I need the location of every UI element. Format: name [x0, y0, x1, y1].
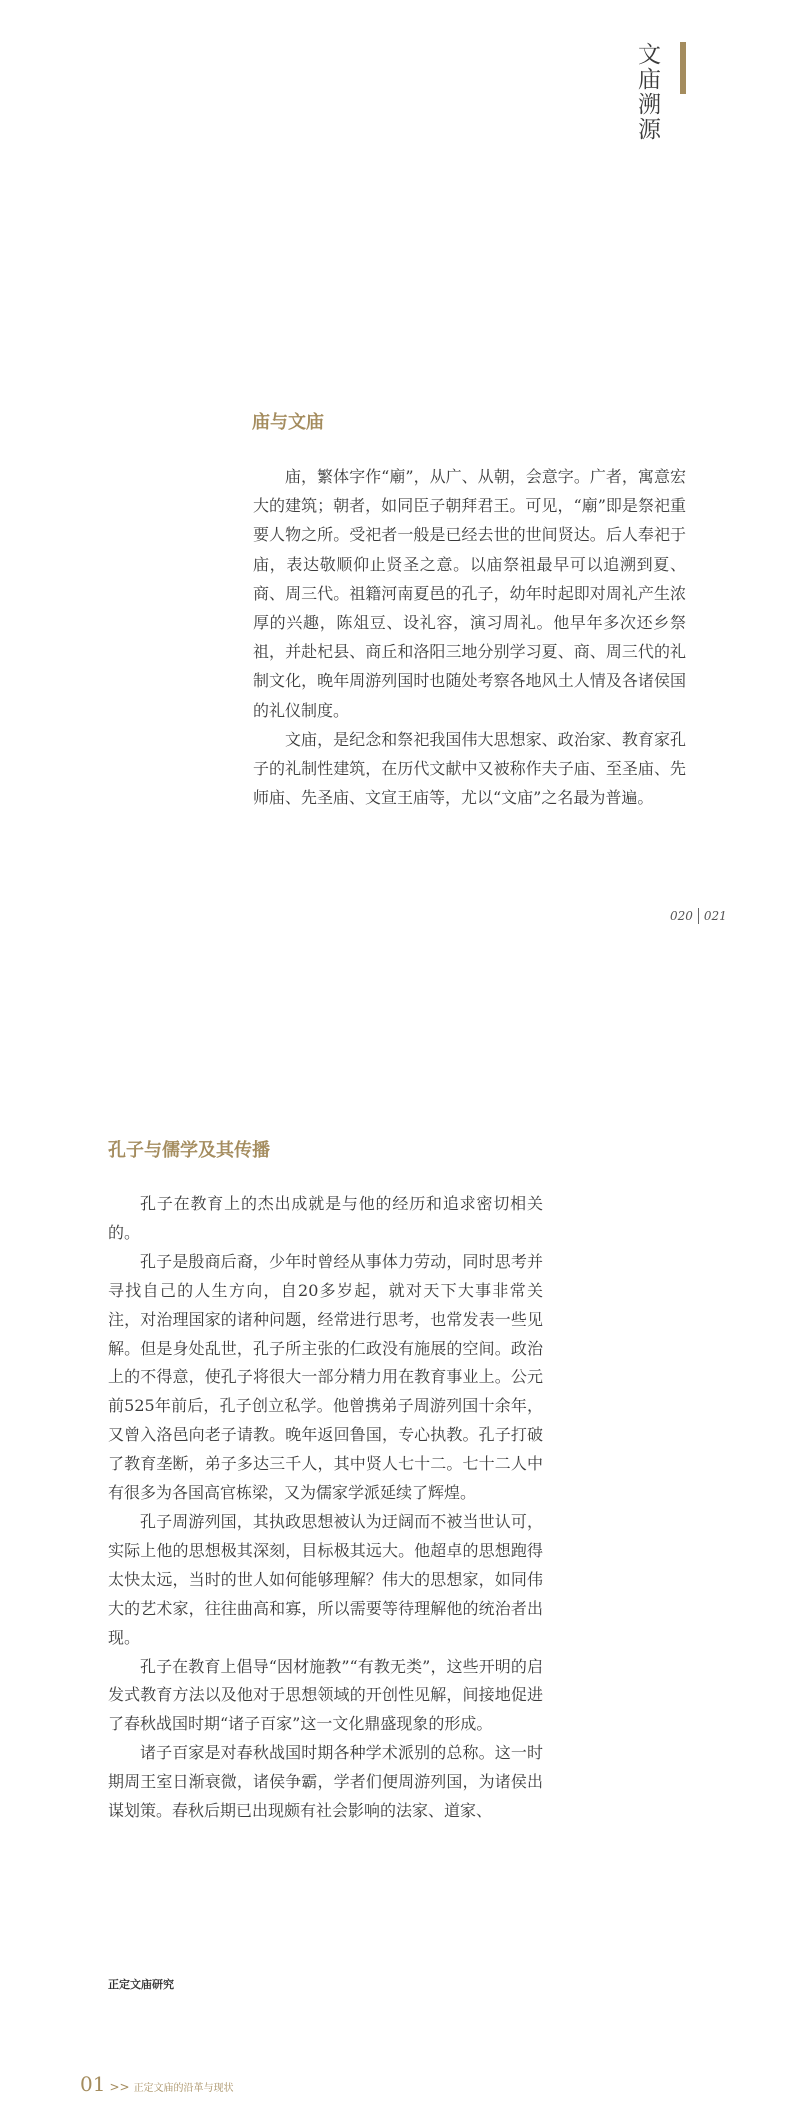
page-numbers [670, 908, 727, 924]
double-chevron-right-icon: >> [109, 2080, 130, 2094]
paragraph: 文庙，是纪念和祭祀我国伟大思想家、政治家、教育家孔子的礼制性建筑，在历代文献中又被称作夫子庙、至圣庙、先师庙、先圣庙、文宣王庙等，尤以“文庙”之名最为普遍。 [253, 729, 686, 808]
paragraph: 庙，繁体字作“廟”，从广、从朝，会意字。广者，寓意宏大的建筑；朝者，如同臣子朝拜君王。可见，“廟”即是祭祀重要人物之所。受祀者一般是已经去世的世间贤达。后人奉祀于庙，表达敬顺仰止贤圣之意。以庙祭祖最早可以追溯到夏、商、周三代。祖籍河南夏邑的孔子，幼年时起即对周礼产生浓厚的兴趣，陈俎豆、设礼容，演习周礼。他早年多次还乡祭祖，并赴杞县、商丘和洛阳三地分别学习夏、商、周三代的礼制文化，晚年周游列国时也随处考察各地风土人情及各诸侯国的礼仪制度。 [253, 467, 686, 720]
paragraph: 孔子周游列国，其执政思想被认为迂阔而不被当世认可，实际上他的思想极其深刻，目标极其远大。他超卓的思想跑得太快太远，当时的世人如何能够理解？伟大的思想家，如同伟大的艺术家，往往曲高和寡，所以需要等待理解他的统治者出现。 [108, 1511, 543, 1647]
paragraph: 孔子在教育上的杰出成就是与他的经历和追求密切相关的。 [108, 1194, 543, 1242]
page-number-left: 020 [670, 909, 693, 923]
chapter-number: 01 [80, 2072, 106, 2096]
paragraph: 孔子在教育上倡导“因材施教”“有教无类”，这些开明的启发式教育方法以及他对于思想领域的开创性见解，间接地促进了春秋战国时期“诸子百家”这一文化鼎盛现象的形成。 [108, 1656, 543, 1734]
paragraph: 孔子是殷商后裔，少年时曾经从事体力劳动，同时思考并寻找自己的人生方向，自20多岁起，就对天下大事非常关注，对治理国家的诸种问题，经常进行思考，也常发表一些见解。但是身处乱世，孔子所主张的仁政没有施展的空间。政治上的不得意，使孔子将很大一部分精力用在教育事业上。公元前525年前后，孔子创立私学。他曾携弟子周游列国十余年，又曾入洛邑向老子请教。晚年返回鲁国，专心执教。孔子打破了教育垄断，弟子多达三千人，其中贤人七十二。七十二人中有很多为各国高官栋梁，又为儒家学派延续了辉煌。 [108, 1251, 543, 1503]
section-heading-temple: 庙与文庙 [252, 412, 324, 433]
chapter-footer [80, 2072, 234, 2096]
body-text-temple [253, 462, 686, 812]
page-number-divider [698, 908, 699, 924]
section-heading-confucius: 孔子与儒学及其传播 [108, 1140, 270, 1161]
title-accent-bar [680, 42, 686, 94]
book-title-footer: 正定文庙研究 [108, 1978, 174, 1991]
page-number-right: 021 [703, 909, 727, 923]
vertical-chapter-title: 文庙溯源 [634, 42, 660, 142]
chapter-name: 正定文庙的沿革与现状 [133, 2083, 234, 2094]
paragraph: 诸子百家是对春秋战国时期各种学术派别的总称。这一时期周王室日渐衰微，诸侯争霸，学者们便周游列国，为诸侯出谋划策。春秋后期已出现颇有社会影响的法家、道家、 [108, 1743, 543, 1821]
body-text-confucius [108, 1190, 543, 1826]
